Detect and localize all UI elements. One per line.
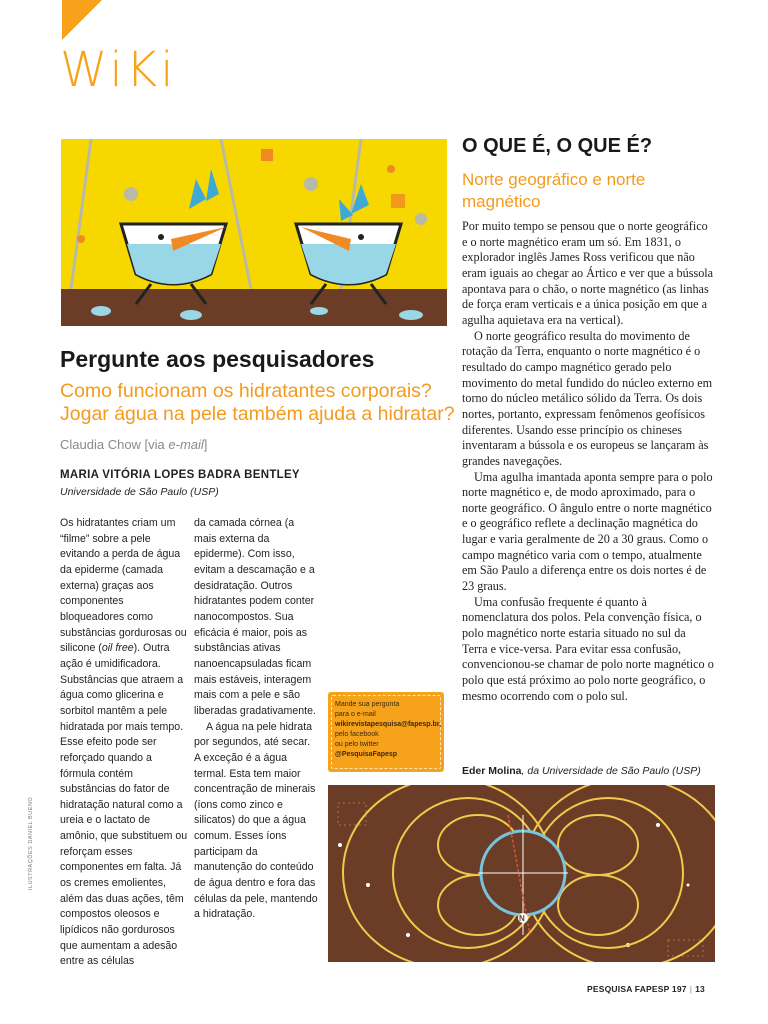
right-section-subheading: Norte geográfico e norte magnético: [462, 170, 646, 211]
reader-question: Como funcionam os hidratantes corporais? Jogar água na pele também ajuda a hidratar?: [60, 380, 455, 425]
page-footer: PESQUISA FAPESP 197 | 13: [587, 984, 705, 994]
right-article-author: Eder Molina, da Universidade de São Paulo (USP): [462, 765, 701, 777]
magnetic-north-label: N: [519, 914, 525, 923]
twitter-handle-link[interactable]: @PesquisaFapesp: [335, 751, 398, 758]
article-column-1: Os hidratantes criam um “filme” sobre a pele evitando a perda de água da epiderme (camada externa) graças aos componentes bloqueadores como substâncias gordurosas ou silicone (oil free). Outra ação é umidificadora. Substâncias que atraem a água como glicerina e sorbitol mantêm a pele hidratada por mais tempo. Esse efeito pode ser reforçado quando a fórmula contém substâncias do fator de hidratação natural como a ureia e o lactato de amônio, que substituem ou reforçam esses componentes em falta. Já os cremes emolientes, além das duas ações, têm compostos oleosos e lipídicos não gordurosos que aumentam a adesão entre as células: [60, 517, 188, 968]
article-column-2: da camada córnea (a mais externa da epiderme). Com isso, evitam a descamação e a desidratação. Outros hidratantes podem conter nanocompostos. Sua eficácia é maior, pois as substâncias ativas nanoencapsuladas ficam mais estáveis, interagem mais com a pele e são liberadas gradativamente. A água na pele hidrata por segundos, até secar. A exceção é a água termal. Esta tem maior concentração de minerais (íons como zinco e silicatos) do que a água comum. Esses íons participam da manutenção do conteúdo de água dentro e fora das células da pele, mantendo a hidratação.: [194, 517, 318, 921]
answer-author-affiliation: Universidade de São Paulo (USP): [60, 486, 219, 498]
contact-email-link[interactable]: wikirevistapesquisa@fapesp.br,: [335, 721, 442, 728]
earth-magnetic-field-illustration: [328, 785, 715, 962]
question-asker: Claudia Chow [via e-mail]: [60, 437, 208, 452]
question-submission-box: Mande sua pergunta para o e-mail wikirevistapesquisa@fapesp.br, pelo facebook ou pelo twitter @PesquisaFapesp: [328, 692, 444, 772]
right-article-body: Por muito tempo se pensou que o norte geográfico e o norte magnético eram um só. Em 1831, o explorador inglês James Ross verificou que não eram iguais ao chegar ao Ártico e ver que a bússola apontava para o chão, o norte magnético (as linhas de força eram verticais e a única posição em que a agulha aquietava era na vertical). O norte geográfico resulta do movimento de rotação da Terra, enquanto o norte magnético é o resultado do campo magnético gerado pelo movimento do metal fundido do núcleo externo em torno do núcleo metálico sólido da Terra. Os dois nortes, portanto, expressam fenômenos geofísicos diferentes. Usando esse princípio os chineses inventaram a bússola e os europeus se lançaram às grandes navegações. Uma agulha imantada aponta sempre para o polo norte magnético e, de modo aproximado, para o norte geográfico. O ângulo entre o norte magnético e o geográfico reflete a declinação magnética do lugar e varia geralmente de 20 a 30 graus. Como o campo magnético varia com o tempo, atualmente em São Paulo a diferença entre os dois nortes é de 23 graus. Uma confusão frequente é quanto à nomenclatura dos polos. Pela convenção física, o polo magnético norte estaria situado no sul da Terra e vice-versa. Para evitar essa confusão, convencionou-se chamar de polo norte magnético o polo que está próximo ao polo norte geográfico, o mesmo ocorrendo com o polo sul.: [462, 219, 714, 703]
section-logo: WiKi: [60, 42, 177, 98]
fishbowl-pair-illustration: [61, 139, 447, 326]
right-section-heading: O QUE É, O QUE É?: [462, 135, 653, 157]
illustration-credit: ILUSTRAÇÕES DANIEL BUENO: [28, 796, 34, 890]
section-heading: Pergunte aos pesquisadores: [60, 346, 375, 372]
answer-author-name: MARIA VITÓRIA LOPES BADRA BENTLEY: [60, 469, 300, 481]
corner-accent: [62, 0, 102, 40]
